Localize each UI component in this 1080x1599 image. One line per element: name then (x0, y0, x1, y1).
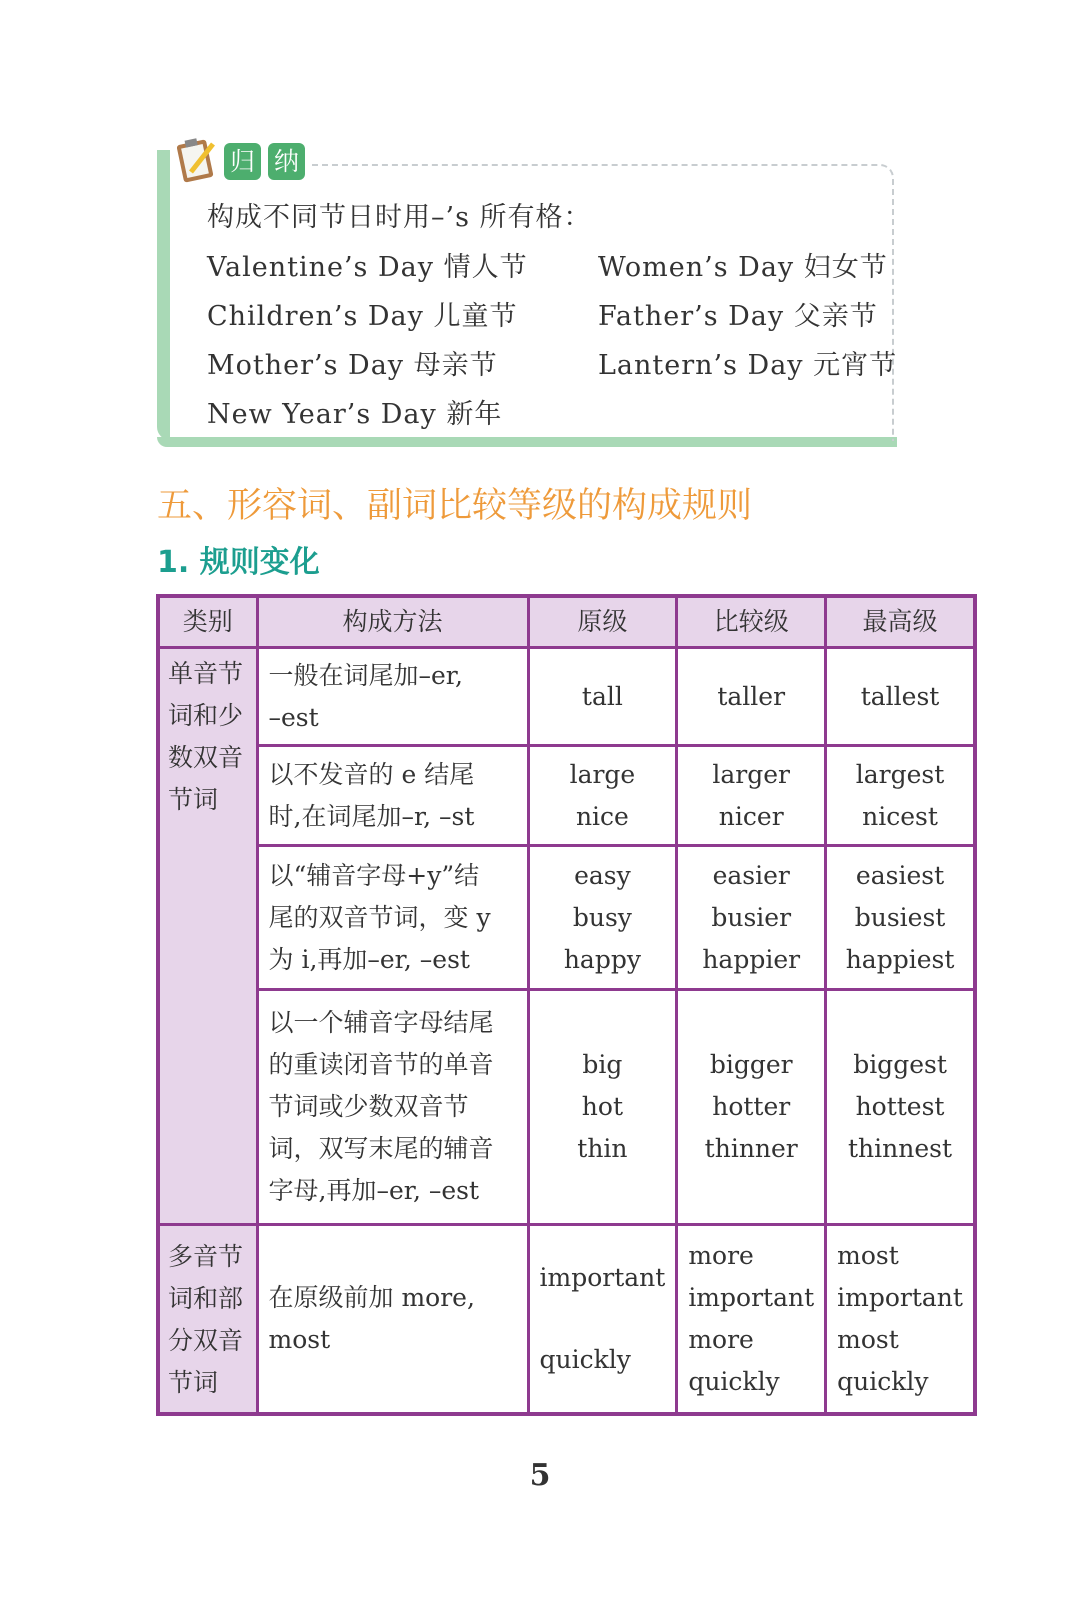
comparative-cell-line: taller (717, 681, 786, 711)
method-cell-line: 节词或少数双音节 (268, 1092, 469, 1121)
base-form-cell-line: thin (577, 1134, 628, 1163)
comparative-cell-line: important (688, 1282, 815, 1312)
base-form-cell-line: important (539, 1262, 666, 1292)
comparative-cell-line: busier (711, 902, 792, 932)
method-cell (257, 746, 528, 846)
comparative-cell (677, 846, 826, 990)
superlative-cell (826, 746, 975, 846)
holiday-item: Mother’s Day 母亲节 (207, 350, 498, 381)
clipboard-pencil-icon (177, 136, 217, 184)
summary-tag-1: 归 (224, 143, 261, 180)
method-cell-line: 以一个辅音字母结尾 (268, 1008, 494, 1037)
header-cell: 比较级 (677, 596, 826, 648)
base-form-cell-line: happy (563, 944, 641, 974)
comparative-cell (677, 1225, 826, 1414)
method-cell (257, 1225, 528, 1414)
comparative-cell-line: more (688, 1240, 754, 1270)
holiday-item: New Year’s Day 新年 (207, 399, 503, 430)
method-cell-line: 以“辅音字母+y”结 (268, 860, 480, 890)
superlative-cell-line: quickly (837, 1366, 929, 1396)
superlative-cell-line: most (837, 1324, 899, 1354)
category-cell (158, 1225, 257, 1414)
base-form-cell (528, 990, 677, 1225)
comparative-cell-line: hotter (712, 1092, 791, 1121)
superlative-cell-line: tallest (860, 681, 940, 711)
superlative-cell-line: easiest (855, 860, 945, 890)
category-cell-line: 多音节 (168, 1242, 244, 1271)
comparative-cell-line: easier (712, 860, 790, 890)
method-cell-line: 一般在词尾加–er, (268, 660, 463, 690)
category-cell-line: 节词 (168, 1368, 219, 1397)
summary-left-bar (157, 150, 170, 440)
method-cell-line: 以不发音的 e 结尾 (268, 759, 475, 789)
base-form-cell-line: hot (581, 1092, 623, 1121)
comparative-cell-line: happier (702, 944, 801, 974)
category-cell (158, 648, 257, 1225)
method-cell (257, 648, 528, 746)
header-cell: 原级 (528, 596, 677, 648)
superlative-cell-line: busiest (854, 902, 946, 932)
superlative-cell-line: biggest (853, 1050, 947, 1079)
method-cell-line: –est (268, 702, 319, 732)
method-cell-line: 尾的双音节词，变 y (268, 902, 491, 932)
category-cell-line: 单音节 (168, 659, 244, 688)
comparative-cell (677, 648, 826, 746)
method-cell-line: 时,在词尾加–r, –st (268, 801, 475, 831)
superlative-cell-line: nicest (862, 801, 938, 831)
category-cell-line: 词和少 (168, 701, 244, 730)
method-cell-line: 字母,再加–er, –est (268, 1176, 480, 1205)
comparative-cell (677, 746, 826, 846)
comparative-cell-line: quickly (688, 1366, 780, 1396)
section-title: 五、形容词、副词比较等级的构成规则 (157, 486, 753, 526)
superlative-cell (826, 846, 975, 990)
table-row (158, 990, 975, 1225)
superlative-cell-line: hottest (855, 1092, 945, 1121)
holiday-item: Children’s Day 儿童节 (207, 301, 518, 332)
holiday-item: Father’s Day 父亲节 (598, 301, 878, 332)
method-cell (257, 846, 528, 990)
category-cell-line: 节词 (168, 785, 219, 814)
base-form-cell (528, 648, 677, 746)
base-form-cell-line: busy (572, 902, 632, 932)
base-form-cell-line: tall (581, 681, 623, 711)
subsection-title: 1. 规则变化 (157, 545, 320, 580)
base-form-cell-line: quickly (539, 1344, 631, 1374)
base-form-cell-line: large (569, 759, 636, 789)
summary-intro: 构成不同节日时用–’s 所有格： (207, 202, 592, 233)
table-row (158, 648, 975, 746)
superlative-cell (826, 1225, 975, 1414)
category-cell-line: 分双音 (168, 1326, 244, 1355)
comparative-cell-line: thinner (704, 1134, 798, 1163)
table-row (158, 1225, 975, 1414)
category-cell-line: 词和部 (168, 1284, 244, 1313)
holiday-item: Valentine’s Day 情人节 (207, 252, 528, 283)
header-cell: 类别 (158, 596, 257, 648)
base-form-cell (528, 1225, 677, 1414)
comparative-cell-line: larger (712, 759, 791, 789)
table-header-row (158, 596, 975, 648)
comparison-table (156, 594, 977, 1416)
superlative-cell-line: thinnest (848, 1134, 953, 1163)
method-cell-line: most (268, 1324, 331, 1354)
header-cell: 最高级 (826, 596, 975, 648)
holiday-item: Lantern’s Day 元宵节 (598, 350, 898, 381)
page-number: 5 (529, 1458, 551, 1493)
superlative-cell-line: largest (855, 759, 945, 789)
method-cell (257, 990, 528, 1225)
comparative-cell (677, 990, 826, 1225)
method-cell-line: 在原级前加 more, (268, 1282, 475, 1312)
base-form-cell (528, 746, 677, 846)
superlative-cell-line: most (837, 1240, 899, 1270)
base-form-cell-line: big (582, 1050, 623, 1079)
comparative-cell-line: bigger (709, 1050, 793, 1079)
base-form-cell-line: nice (575, 801, 629, 831)
holiday-item: Women’s Day 妇女节 (598, 252, 888, 283)
method-cell-line: 词，双写末尾的辅音 (268, 1134, 494, 1163)
summary-tag-2: 纳 (268, 143, 305, 180)
comparative-cell-line: more (688, 1324, 754, 1354)
method-cell-line: 为 i,再加–er, –est (268, 944, 470, 974)
superlative-cell (826, 648, 975, 746)
superlative-cell-line: important (837, 1282, 963, 1312)
base-form-cell-line: easy (574, 860, 631, 890)
base-form-cell (528, 846, 677, 990)
superlative-cell-line: happiest (845, 944, 955, 974)
category-cell-line: 数双音 (168, 743, 244, 772)
superlative-cell (826, 990, 975, 1225)
table-row (158, 846, 975, 990)
header-cell: 构成方法 (257, 596, 528, 648)
method-cell-line: 的重读闭音节的单音 (268, 1050, 494, 1079)
comparative-cell-line: nicer (718, 801, 784, 831)
table-row (158, 746, 975, 846)
